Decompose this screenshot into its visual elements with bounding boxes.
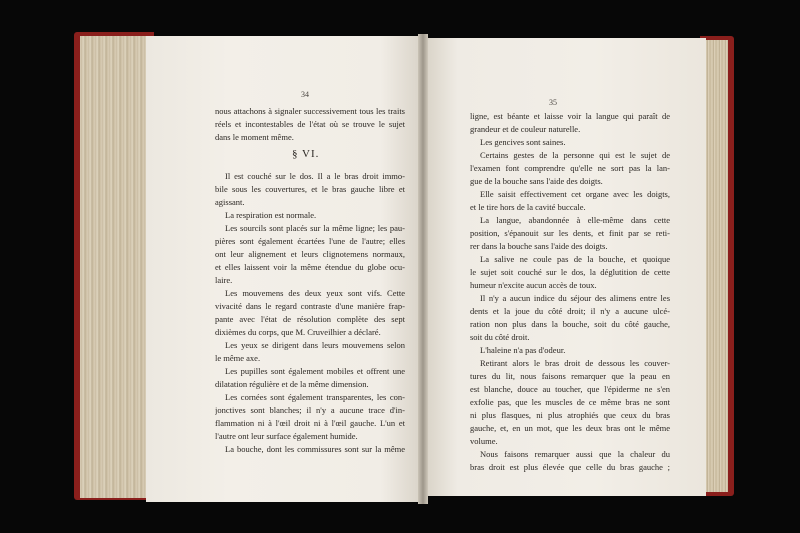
- section-heading: § VI.: [292, 148, 320, 160]
- text-line: La langue, abandonnée à elle-même dans cette: [480, 215, 670, 225]
- text-line: Certains gestes de la personne qui est le sujet de: [480, 150, 670, 160]
- text-line: réels et incontestables de l'état où se trouve le sujet: [215, 119, 405, 129]
- text-line: La respiration est normale.: [225, 210, 317, 220]
- text-line: ligne, est béante et laisse voir la langue qui paraît de: [470, 111, 670, 121]
- text-line: l'examen font comprendre qu'elle ne sort pas la lan-: [470, 163, 670, 173]
- text-line: gauche, et, en un mot, que les deux bras ont le même: [470, 423, 670, 433]
- left-page-top-paragraph: [215, 105, 405, 144]
- text-line: Elle saisit effectivement cet organe avec les doigts,: [480, 189, 670, 199]
- text-line: est blanche, douce au toucher, que l'épiderme ne s'en: [470, 384, 670, 394]
- text-line: ration non plus dans la bouche, soit du côté gauche,: [470, 319, 670, 329]
- text-line: agissant.: [215, 197, 245, 207]
- text-line: ont leur alignement et leurs clignotemens normaux,: [215, 249, 405, 259]
- text-line: vivacité dans le regard contraste d'une manière frap-: [215, 301, 405, 311]
- text-line: pante avec l'état de résolution complète des sept: [215, 314, 405, 324]
- text-line: Nous faisons remarquer aussi que la chaleur du: [480, 449, 670, 459]
- text-line: le même axe.: [215, 353, 261, 363]
- text-line: soit du côté droit.: [470, 332, 530, 342]
- text-line: La bouche, dont les commissures sont sur la même: [225, 444, 405, 454]
- text-line: grandeur et de couleur naturelle.: [470, 124, 581, 134]
- text-line: laire.: [215, 275, 233, 285]
- text-line: jonctives sont blanches; il n'y a aucune trace d'in-: [215, 405, 405, 415]
- text-line: bras droit est plus élevée que celle du bras gauche ;: [470, 462, 670, 472]
- text-line: tures du lit, nous faisons remarquer que la peau en: [470, 371, 670, 381]
- text-line: rer dans la bouche sans l'aide des doigts.: [470, 241, 608, 251]
- text-line: exfolie pas, que les muscles de ce même bras ne sont: [470, 397, 670, 407]
- text-line: flammation ni à l'œil droit ni à l'œil gauche. L'un et: [215, 418, 405, 428]
- left-page-number: 34: [301, 90, 309, 99]
- text-line: position, s'épanouit sur les dents, et finit par se reti-: [470, 228, 670, 238]
- text-line: Il n'y a aucun indice du séjour des alimens entre les: [480, 293, 670, 303]
- text-line: dilatation régulière et de la même dimension.: [215, 379, 369, 389]
- text-line: bile sous les couvertures, et le bras gauche libre et: [215, 184, 405, 194]
- text-line: dans le moment même.: [215, 132, 294, 142]
- text-line: Les cornées sont également transparentes, les con-: [225, 392, 405, 402]
- text-line: ni plus flasques, ni plus atrophiés que ceux du bras: [470, 410, 670, 420]
- page-edges-left: [80, 36, 148, 498]
- text-line: gue de la bouche sans l'aide des doigts.: [470, 176, 603, 186]
- text-line: nous attachons à signaler successivement tous les traits: [215, 106, 405, 116]
- text-line: volume.: [470, 436, 498, 446]
- text-line: humeur n'excite aucun accès de toux.: [470, 280, 597, 290]
- text-line: pières sont également écartées l'une de l'autre; elles: [215, 236, 405, 246]
- text-line: Retirant alors le bras droit de dessous les couver-: [480, 358, 670, 368]
- right-page-number: 35: [549, 98, 557, 107]
- text-line: l'autre ont leur surface également humide.: [215, 431, 358, 441]
- left-page-body: [215, 170, 405, 456]
- text-line: L'haleine n'a pas d'odeur.: [480, 345, 566, 355]
- right-page-body: [470, 110, 670, 474]
- text-line: dixièmes du corps, que M. Cruveilhier a déclaré.: [215, 327, 381, 337]
- text-line: Les gencives sont saines.: [480, 137, 566, 147]
- text-line: Les mouvemens des deux yeux sont vifs. Cette: [225, 288, 405, 298]
- text-line: Les yeux se dirigent dans leurs mouvemens selon: [225, 340, 405, 350]
- text-line: et elles laissent voir la même étendue du globe ocu-: [215, 262, 405, 272]
- text-line: dents et la joue du côté droit; il n'y a aucune ulcé-: [470, 306, 670, 316]
- book-gutter: [418, 34, 428, 504]
- text-line: Les sourcils sont placés sur la même ligne; les pau-: [225, 223, 405, 233]
- text-line: Il est couché sur le dos. Il a le bras droit immo-: [225, 171, 405, 181]
- text-line: le sujet soit couché sur le dos, la déglutition de cette: [470, 267, 670, 277]
- text-line: et le tire hors de la cavité buccale.: [470, 202, 586, 212]
- text-line: Les pupilles sont également mobiles et offrent une: [225, 366, 405, 376]
- text-line: La salive ne coule pas de la bouche, et quoique: [480, 254, 670, 264]
